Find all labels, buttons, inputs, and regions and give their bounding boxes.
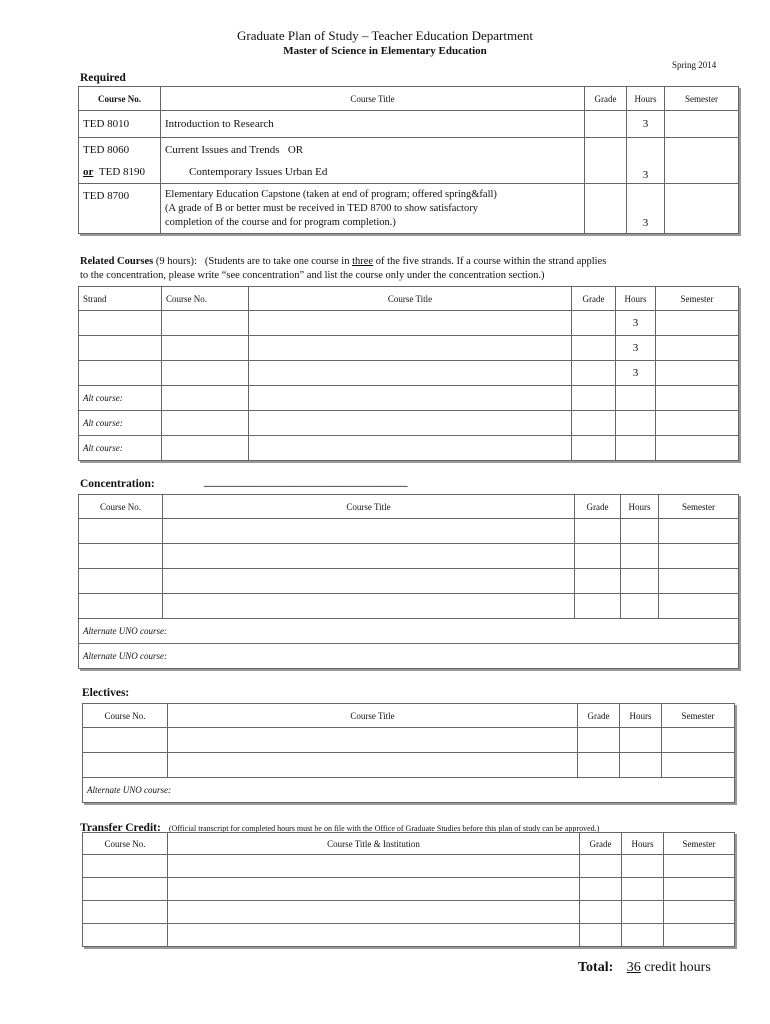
semester-cell[interactable] [659,569,739,594]
table-row [79,311,739,336]
semester-cell[interactable] [656,436,739,461]
related-note-b: of the five strands. If a course within the strand applies [373,256,607,267]
course-no-cell[interactable] [79,544,163,569]
alt-course-label: Alt course: [79,411,162,436]
col-header: Strand [79,287,162,311]
course-title-cell[interactable] [168,901,580,924]
table-header-row [83,833,735,855]
alt-course-field[interactable]: Alternate UNO course: [79,619,739,644]
col-header: Course No. [83,833,168,855]
semester-cell[interactable] [662,753,735,778]
term-label: Spring 2014 [672,60,717,70]
required-heading: Required [80,72,126,84]
hours-cell[interactable] [616,436,656,461]
table-header-row [79,495,739,519]
semester-cell[interactable] [664,855,735,878]
grade-cell[interactable] [572,436,616,461]
hours-cell[interactable] [620,753,662,778]
course-no-cell[interactable] [162,311,249,336]
grade-cell[interactable] [575,594,621,619]
course-no-cell[interactable] [162,336,249,361]
concentration-heading: Concentration: [80,478,155,490]
semester-cell[interactable] [656,411,739,436]
table-row [83,728,735,753]
course-no-cell[interactable] [83,878,168,901]
course-no: TED 8700 [79,184,161,234]
table-row [83,901,735,924]
course-no-cell[interactable] [83,901,168,924]
grade-cell[interactable] [572,361,616,386]
course-title-cell[interactable] [163,544,575,569]
table-row [83,855,735,878]
total-value: 36 [626,960,641,975]
electives-table [82,703,735,803]
col-header: Course Title [161,87,585,111]
course-title-option-a: Current Issues and Trends OR [165,143,304,156]
related-heading [80,255,740,283]
strand-cell[interactable] [79,311,162,336]
alt-course-field[interactable]: Alternate UNO course: [83,778,735,803]
transfer-note: (Official transcript for completed hours must be on file with the Office of Graduate Studies before this plan of study can be approved.) [168,824,600,833]
course-title-cell[interactable] [249,361,572,386]
strand-cell[interactable] [79,361,162,386]
course-title-cell[interactable] [249,311,572,336]
grade-cell[interactable] [580,901,622,924]
hours-cell: 3 [616,336,656,361]
course-title-cell[interactable] [249,436,572,461]
alt-row [79,619,739,644]
col-header: Hours [622,833,664,855]
table-row [79,569,739,594]
transfer-table [82,832,735,947]
grade-cell[interactable] [585,184,627,234]
hours-cell: 3 [627,111,665,138]
course-no-cell[interactable] [83,753,168,778]
course-title-cell[interactable] [168,878,580,901]
col-header: Grade [580,833,622,855]
table-header-row [79,287,739,311]
course-no-cell[interactable] [162,361,249,386]
strand-cell[interactable] [79,336,162,361]
grade-cell[interactable] [575,544,621,569]
grade-cell[interactable] [572,336,616,361]
col-header: Semester [664,833,735,855]
col-header: Course Title & Institution [168,833,580,855]
semester-cell[interactable] [656,311,739,336]
related-note-underline: three [352,256,374,267]
alt-course-label: Alt course: [79,386,162,411]
table-header-row [79,87,739,111]
course-no-cell[interactable] [79,569,163,594]
hours-cell[interactable] [621,519,659,544]
course-title [161,184,585,234]
hours-cell: 3 [627,184,665,234]
col-header: Course No. [79,87,161,111]
hours-cell: 3 [616,361,656,386]
semester-cell[interactable] [656,361,739,386]
page-title: Graduate Plan of Study – Teacher Education Department [237,28,533,43]
col-header: Hours [620,704,662,728]
semester-cell[interactable] [665,184,739,234]
col-header: Hours [616,287,656,311]
course-title-cell[interactable] [168,753,578,778]
hours-cell: 3 [616,311,656,336]
electives-heading: Electives: [82,687,130,699]
grade-cell[interactable] [575,569,621,594]
table-row [79,184,739,234]
grade-cell[interactable] [572,386,616,411]
col-header: Semester [656,287,739,311]
table-row [83,924,735,947]
table-row [79,519,739,544]
alt-row [79,411,739,436]
course-title-cell[interactable] [249,386,572,411]
grade-cell[interactable] [578,728,620,753]
grade-cell[interactable] [572,411,616,436]
hours-cell[interactable] [616,386,656,411]
semester-cell[interactable] [656,386,739,411]
table-row [79,361,739,386]
alt-row [79,436,739,461]
related-title: Related Courses [80,256,154,267]
col-header: Grade [585,87,627,111]
hours-cell: 3 [627,138,665,184]
course-title-cell[interactable] [163,519,575,544]
total-line [578,960,711,976]
related-table [78,286,739,461]
page-subtitle: Master of Science in Elementary Education [283,45,487,57]
table-row [79,594,739,619]
col-header: Semester [659,495,739,519]
course-no-cell[interactable] [162,386,249,411]
semester-cell[interactable] [664,901,735,924]
col-header: Course No. [79,495,163,519]
transfer-title: Transfer Credit: [80,822,161,834]
course-title-cell[interactable] [249,336,572,361]
col-header: Semester [662,704,735,728]
related-hours: (9 hours): [153,256,197,267]
course-no-option-b [83,161,156,183]
grade-cell[interactable] [585,138,627,184]
semester-cell[interactable] [656,336,739,361]
col-header: Course No. [83,704,168,728]
concentration-table [78,494,739,669]
course-title-cell[interactable] [168,924,580,947]
course-title-cell[interactable] [163,594,575,619]
course-no-cell[interactable] [162,436,249,461]
hours-cell[interactable] [621,544,659,569]
alt-row [79,386,739,411]
course-title-line: completion of the course and for program completion.) [165,216,396,228]
col-header: Semester [665,87,739,111]
hours-cell[interactable] [621,594,659,619]
semester-cell[interactable] [659,519,739,544]
table-row [79,138,739,184]
course-title-cell[interactable] [249,411,572,436]
table-row [83,878,735,901]
semester-cell[interactable] [659,544,739,569]
grade-cell[interactable] [580,855,622,878]
course-title-option-b: Contemporary Issues Urban Ed [189,165,328,178]
course-title-cell[interactable] [163,569,575,594]
required-table [78,86,739,234]
col-header: Course Title [168,704,578,728]
col-header: Grade [575,495,621,519]
grade-cell[interactable] [578,753,620,778]
semester-cell[interactable] [662,728,735,753]
table-row [83,753,735,778]
table-header-row [83,704,735,728]
course-title: Introduction to Research [161,111,585,138]
semester-cell[interactable] [665,138,739,184]
semester-cell[interactable] [664,924,735,947]
col-header: Course No. [162,287,249,311]
grade-cell[interactable] [580,924,622,947]
hours-cell[interactable] [622,878,664,901]
hours-cell[interactable] [622,855,664,878]
grade-cell[interactable] [572,311,616,336]
course-title-line: (A grade of B or better must be received in TED 8700 to show satisfactory [165,202,478,214]
alt-row [79,644,739,669]
hours-cell[interactable] [622,924,664,947]
course-title-cell[interactable] [168,728,578,753]
related-note-a: (Students are to take one course in [196,256,353,267]
course-no-cell[interactable] [79,594,163,619]
course-no-cell[interactable] [83,855,168,878]
course-no-cell[interactable] [83,924,168,947]
semester-cell[interactable] [659,594,739,619]
col-header: Grade [572,287,616,311]
hours-cell[interactable] [622,901,664,924]
table-row [79,111,739,138]
alt-row [83,778,735,803]
grade-cell[interactable] [580,878,622,901]
course-no-cell[interactable] [79,519,163,544]
related-note-line2: to the concentration, please write “see concentration” and list the course only under the concentration section.) [80,270,545,281]
total-unit: credit hours [644,960,711,975]
col-header: Course Title [163,495,575,519]
semester-cell[interactable] [664,878,735,901]
course-no: TED 8010 [79,111,161,138]
col-header: Course Title [249,287,572,311]
grade-cell[interactable] [575,519,621,544]
grade-cell[interactable] [585,111,627,138]
or-label: or [83,165,94,178]
table-row [79,336,739,361]
course-no-cell[interactable] [162,411,249,436]
course-no-option-a: TED 8060 [83,143,130,156]
col-header: Hours [621,495,659,519]
alt-course-field[interactable]: Alternate UNO course: [79,644,739,669]
alt-course-label: Alt course: [79,436,162,461]
hours-cell[interactable] [616,411,656,436]
table-row [79,544,739,569]
hours-cell[interactable] [620,728,662,753]
col-header: Grade [578,704,620,728]
course-no-alt: TED 8190 [98,165,146,178]
course-title-line: Elementary Education Capstone (taken at end of program; offered spring&fall) [165,188,497,200]
semester-cell[interactable] [665,111,739,138]
course-title-cell[interactable] [168,855,580,878]
total-label: Total: [578,960,614,975]
course-no-cell[interactable] [83,728,168,753]
course-title [161,138,585,184]
col-header: Hours [627,87,665,111]
concentration-blank[interactable]: _____________________________________ [204,476,408,488]
course-no [79,138,161,184]
hours-cell[interactable] [621,569,659,594]
